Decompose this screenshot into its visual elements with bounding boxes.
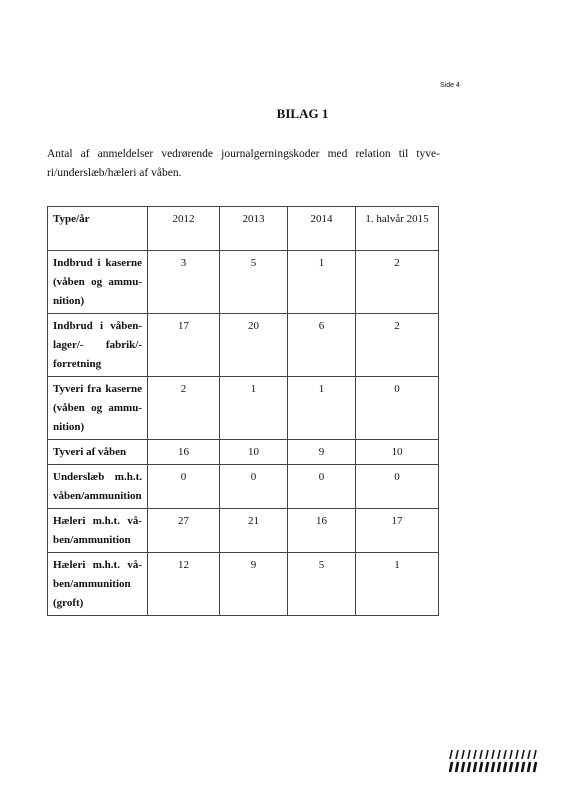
table-row [48,377,439,440]
row-label: Hæleri m.h.t. vå-ben/ammunition (groft) [48,553,148,616]
table-row [48,440,439,465]
cell-value: 5 [220,251,288,314]
cell-value: 0 [356,465,439,509]
cell-value: 2 [148,377,220,440]
cell-value: 1 [220,377,288,440]
cell-value: 10 [220,440,288,465]
cell-value: 0 [148,465,220,509]
cell-value: 1 [356,553,439,616]
table-row [48,251,439,314]
header-2012: 2012 [148,207,220,251]
cell-value: 9 [288,440,356,465]
cell-value: 2 [356,251,439,314]
cell-value: 3 [148,251,220,314]
intro-paragraph: Antal af anmeldelser vedrørende journalgerningskoder med relation til tyve-ri/underslæb/hæleri af våben. [47,148,440,179]
cell-value: 21 [220,509,288,553]
table-row [48,465,439,509]
cell-value: 16 [148,440,220,465]
table-row [48,314,439,377]
table-header-row [48,207,439,251]
page-number: Side 4 [440,82,460,89]
cell-value: 0 [220,465,288,509]
row-label: Hæleri m.h.t. vå-ben/ammunition [48,509,148,553]
cell-value: 1 [288,251,356,314]
page-title: BILAG 1 [276,106,329,121]
header-type: Type/år [48,207,148,251]
cell-value: 0 [288,465,356,509]
row-label: Tyveri fra kaserne (våben og ammu-nition) [48,377,148,440]
cell-value: 6 [288,314,356,377]
header-2013: 2013 [220,207,288,251]
cell-value: 12 [148,553,220,616]
row-label: Indbrud i kaserne (våben og ammu-nition) [48,251,148,314]
cell-value: 16 [288,509,356,553]
row-label: Underslæb m.h.t. våben/ammunition [48,465,148,509]
table-row [48,553,439,616]
cell-value: 9 [220,553,288,616]
cell-value: 10 [356,440,439,465]
barcode-icon [448,749,540,773]
cell-value: 17 [356,509,439,553]
row-label: Indbrud i våben-lager/- fabrik/-forretning [48,314,148,377]
cell-value: 17 [148,314,220,377]
header-2014: 2014 [288,207,356,251]
header-2015: 1. halvår 2015 [356,207,439,251]
cell-value: 2 [356,314,439,377]
table-row [48,509,439,553]
row-label: Tyveri af våben [48,440,148,465]
statistics-table [47,206,439,616]
cell-value: 0 [356,377,439,440]
cell-value: 5 [288,553,356,616]
cell-value: 1 [288,377,356,440]
cell-value: 20 [220,314,288,377]
cell-value: 27 [148,509,220,553]
